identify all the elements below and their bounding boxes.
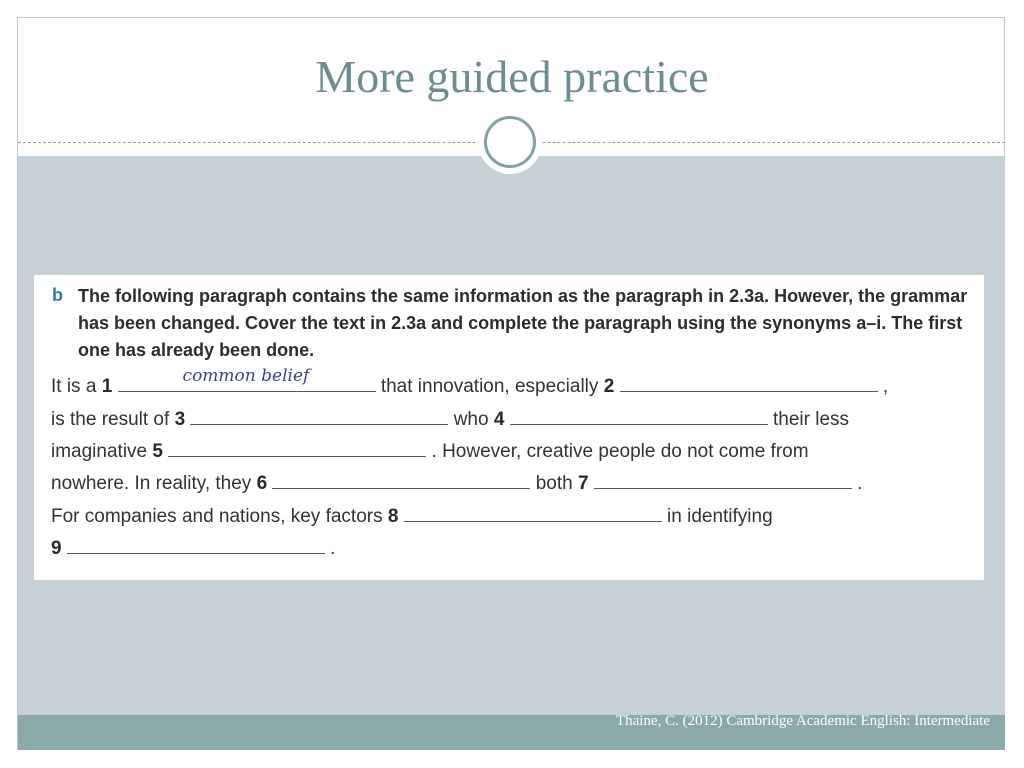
line-text: . However, creative people do not come from — [426, 441, 809, 462]
paragraph-line-1 — [51, 366, 889, 399]
blank-5[interactable] — [168, 438, 426, 457]
line-text: , — [877, 376, 889, 397]
line-text: in identifying — [661, 506, 773, 527]
blank-3[interactable] — [190, 406, 448, 425]
blank-number-1: 1 — [101, 376, 113, 397]
line-text: both — [530, 473, 578, 494]
blank-7[interactable] — [594, 470, 852, 489]
line-text: nowhere. In reality, they — [51, 473, 257, 494]
blank-2[interactable] — [620, 373, 878, 392]
handwritten-answer-1: common belief — [182, 366, 310, 386]
circle-ornament — [484, 116, 536, 168]
blank-number-7: 7 — [578, 473, 589, 494]
exercise-card — [34, 275, 984, 580]
blank-8[interactable] — [404, 503, 662, 522]
line-text: For companies and nations, key factors — [51, 506, 388, 527]
blank-number-6: 6 — [256, 473, 268, 494]
line-text: is the result of — [51, 409, 175, 430]
blank-number-2: 2 — [603, 376, 615, 397]
blank-4[interactable] — [510, 406, 768, 425]
paragraph-line-2 — [51, 406, 849, 432]
citation: Thaine, C. (2012) Cambridge Academic English: Intermediate — [615, 713, 990, 729]
blank-9[interactable] — [67, 535, 325, 554]
blank-1[interactable] — [118, 366, 376, 392]
exercise-letter: b — [52, 285, 63, 305]
line-text: . — [851, 473, 863, 494]
paragraph-line-3 — [51, 438, 809, 464]
paragraph-line-5 — [51, 503, 773, 529]
blank-number-9: 9 — [51, 538, 62, 559]
blank-number-3: 3 — [174, 409, 186, 430]
line-text: their less — [767, 409, 850, 430]
line-text: that innovation, especially — [375, 376, 604, 397]
blank-number-5: 5 — [152, 441, 163, 462]
line-text: who — [448, 409, 494, 430]
line-text: imaginative — [51, 441, 153, 462]
exercise-instructions: The following paragraph contains the same information as the paragraph in 2.3a. However, the grammar has been changed. Cover the text in 2.3a and complete the paragraph using the synonyms a–i. The first one has already been done. — [78, 286, 968, 360]
line-text: . — [324, 538, 336, 559]
paragraph-line-4 — [51, 470, 862, 496]
line-text: It is a — [51, 376, 102, 397]
blank-number-8: 8 — [387, 506, 399, 527]
paragraph-line-6 — [51, 535, 335, 561]
blank-number-4: 4 — [493, 409, 505, 430]
slide-title: More guided practice — [315, 51, 709, 102]
blank-6[interactable] — [272, 470, 530, 489]
